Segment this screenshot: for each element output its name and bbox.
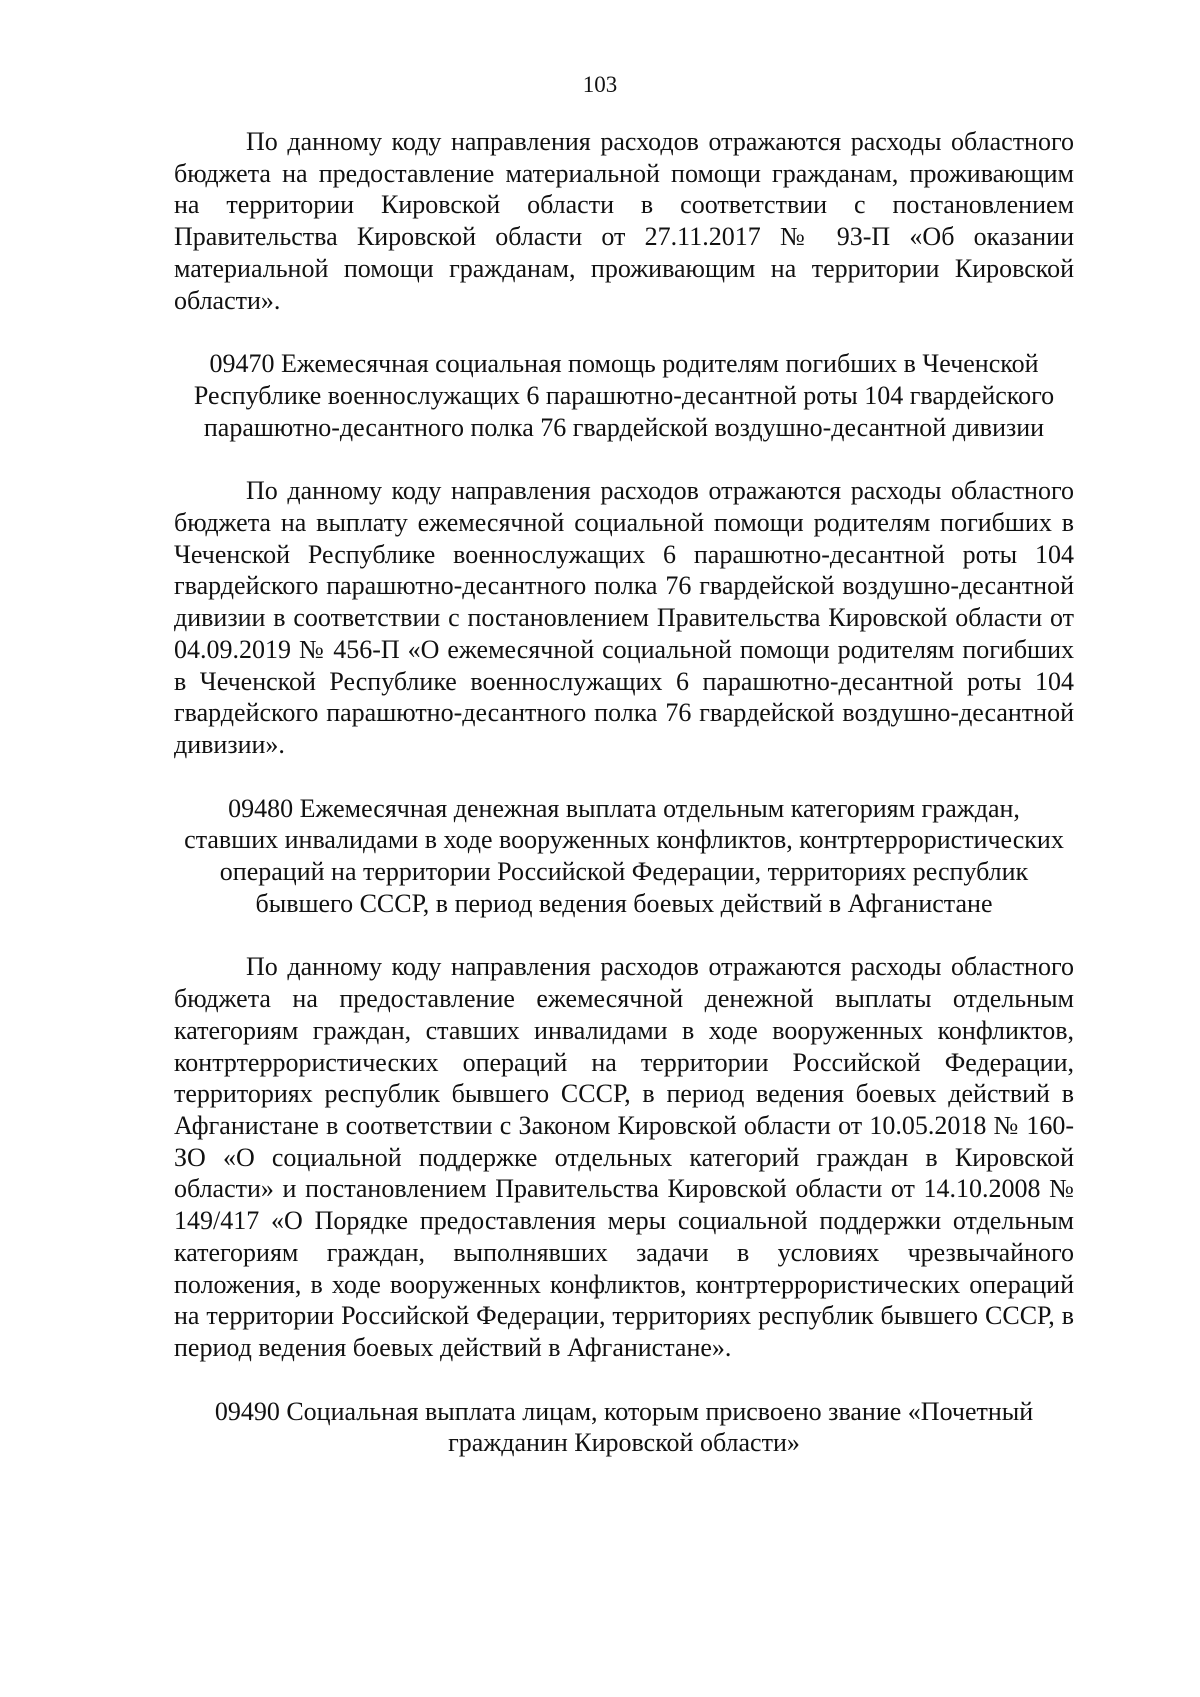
document-body bbox=[174, 126, 1074, 1459]
heading-09480: 09480 Ежемесячная денежная выплата отдельным категориям граждан, ставших инвалидами в ходе вооруженных конфликтов, контртеррористических операций на территории Российской Федерации, территориях республик бывшего СССР, в период ведения боевых действий в Афганистане bbox=[184, 793, 1064, 918]
heading-09470: 09470 Ежемесячная социальная помощь родителям погибших в Чеченской Республике военнослужащих 6 парашютно-десантной роты 104 гвардейского парашютно-десантного полка 76 гвардейской воздушно-десантной дивизии bbox=[193, 349, 1055, 442]
spacer bbox=[174, 443, 1074, 475]
paragraph-09470-description: По данному коду направления расходов отражаются расходы областного бюджета на выплату ежемесячной социальной помощи родителям погибших в Чеченской Республике военнослужащих 6 парашютно-десантной роты 104 гвардейского парашютно-десантного полка 76 гвардейской воздушно-десантной дивизии в соответствии с постановлением Правительства Кировской области от 04.09.2019 № 456-П «О ежемесячной социальной помощи родителям погибших в Чеченской Республике военнослужащих 6 парашютно-десантной роты 104 гвардейского парашютно-десантного полка 76 гвардейской воздушно-десантной дивизии». bbox=[174, 476, 1074, 759]
spacer bbox=[174, 316, 1074, 348]
heading-09490: 09490 Социальная выплата лицам, которым присвоено звание «Почетный гражданин Кировской области» bbox=[214, 1396, 1034, 1458]
paragraph-material-assistance: По данному коду направления расходов отражаются расходы областного бюджета на предоставление материальной помощи гражданам, проживающим на территории Кировской области в соответствии с постановлением Правительства Кировской области от 27.11.2017 № 93-П «Об оказании материальной помощи гражданам, проживающим на территории Кировской области». bbox=[174, 127, 1074, 315]
spacer bbox=[174, 761, 1074, 793]
spacer bbox=[174, 1364, 1074, 1396]
paragraph-09480-description: По данному коду направления расходов отражаются расходы областного бюджета на предоставление ежемесячной денежной выплаты отдельным категориям граждан, ставших инвалидами в ходе вооруженных конфликтов, контртеррористических операций на территории Российской Федерации, территориях республик бывшего СССР, в период ведения боевых действий в Афганистане в соответствии с Законом Кировской области от 10.05.2018 № 160-ЗО «О социальной поддержке отдельных категорий граждан в Кировской области» и постановлением Правительства Кировской области от 14.10.2008 № 149/417 «О Порядке предоставления меры социальной поддержки отдельным категориям граждан, выполнявших задачи в условиях чрезвычайного положения, в ходе вооруженных конфликтов, контртеррористических операций на территории Российской Федерации, территориях республик бывшего СССР, в период ведения боевых действий в Афганистане». bbox=[174, 952, 1074, 1362]
page-number: 103 bbox=[582, 72, 618, 97]
spacer bbox=[174, 919, 1074, 951]
